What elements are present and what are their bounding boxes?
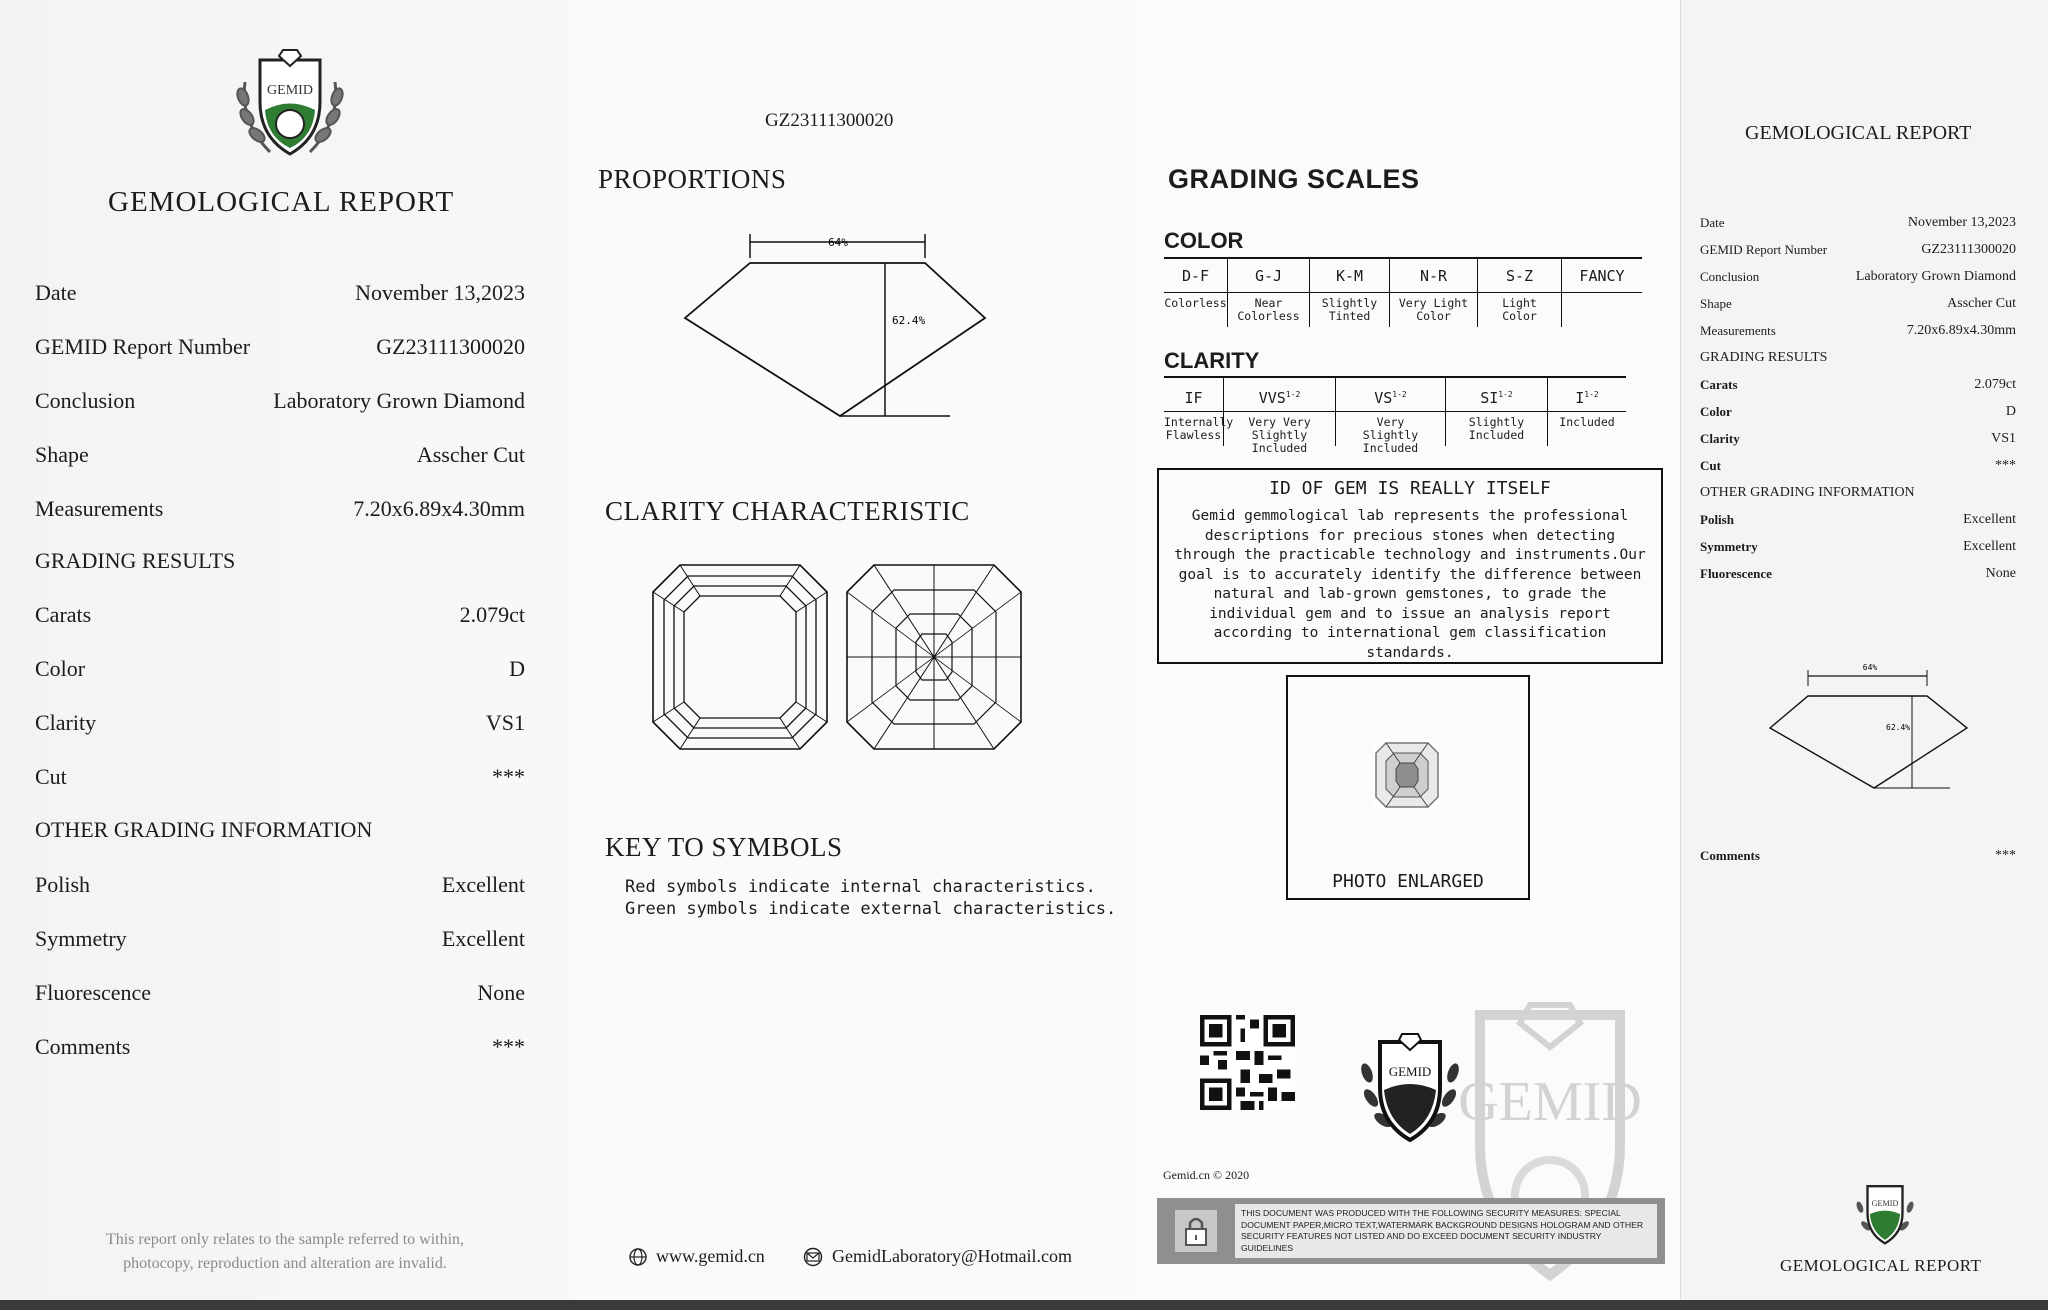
detail-value: GZ23111300020: [376, 334, 525, 359]
color-scale-label: COLOR: [1164, 228, 1244, 253]
clarity-grade: $I^{1-2}$: [1548, 378, 1626, 412]
gemid-logo-icon: [225, 42, 355, 172]
back-comments-row: [1700, 848, 2016, 864]
detail-label: Shape: [35, 442, 89, 467]
back-grading-heading: GRADING RESULTS: [1700, 350, 1828, 365]
back-detail-row: [1700, 269, 2016, 285]
color-grade-cell: [1228, 259, 1310, 327]
svg-text:GEMID: GEMID: [1458, 1071, 1642, 1133]
clarity-grade: VS$^{1-2}$: [1336, 378, 1445, 412]
clarity-grade: SI$^{1-2}$: [1446, 378, 1547, 412]
grading-value: D: [509, 656, 525, 681]
security-strip: [1157, 1198, 1665, 1264]
svg-text:GEMID: GEMID: [1871, 1199, 1899, 1208]
pavilion-view-diagram: [844, 562, 1024, 752]
back-other-label: Fluorescence: [1700, 566, 1772, 581]
qr-code-icon[interactable]: [1200, 1015, 1295, 1110]
report-back-panel: [1680, 0, 2048, 1300]
back-grading-value: VS1: [1991, 431, 2016, 446]
crown-view-diagram: [650, 562, 830, 752]
back-other-value: Excellent: [1963, 539, 2016, 554]
website-link[interactable]: www.gemid.cn: [656, 1246, 765, 1266]
back-grading-row: [1700, 458, 2016, 474]
color-grade: K-M: [1310, 259, 1389, 293]
detail-row: [35, 334, 525, 360]
other-grading-value: Excellent: [441, 872, 525, 897]
back-depth-percent: 62.4%: [1886, 723, 1911, 732]
back-grading-label: Clarity: [1700, 431, 1740, 446]
mail-icon: [802, 1247, 824, 1267]
back-detail-value: Laboratory Grown Diamond: [1855, 269, 2016, 284]
back-detail-row: [1700, 215, 2016, 231]
detail-label: GEMID Report Number: [35, 334, 251, 359]
other-grading-row: [35, 872, 525, 898]
clarity-scale-label: CLARITY: [1164, 348, 1260, 373]
back-table-percent: 64%: [1862, 663, 1878, 672]
other-grading-label: Polish: [35, 872, 91, 897]
proportions-diagram: [670, 228, 1000, 428]
email-link[interactable]: GemidLaboratory@Hotmail.com: [832, 1246, 1073, 1266]
back-gemid-logo-icon: [1852, 1178, 1918, 1248]
grading-value: VS1: [485, 710, 525, 735]
color-scale: [1164, 257, 1642, 327]
back-grading-value: ***: [1995, 458, 2016, 473]
back-grading-row: [1700, 377, 2016, 393]
depth-percent-label: 62.4%: [892, 314, 926, 327]
color-grade: S-Z: [1478, 259, 1561, 293]
back-detail-value: Asscher Cut: [1947, 296, 2016, 311]
detail-value: November 13,2023: [355, 280, 525, 305]
grading-label: Clarity: [35, 710, 97, 735]
back-grading-row: [1700, 404, 2016, 420]
back-other-row: [1700, 566, 2016, 582]
report-title: GEMOLOGICAL REPORT: [108, 186, 455, 218]
detail-value: 7.20x6.89x4.30mm: [353, 496, 525, 521]
back-grading-value: 2.079ct: [1974, 377, 2016, 392]
back-grading-value: D: [2005, 404, 2016, 419]
detail-label: Date: [35, 280, 77, 305]
back-other-value: Excellent: [1963, 512, 2016, 527]
back-grading-label: Color: [1700, 404, 1732, 419]
security-statement: THIS DOCUMENT WAS PRODUCED WITH THE FOLLOWING SECURITY MEASURES: SPECIAL DOCUMENT PAPER,MICRO TEXT,WATERMARK BACKGROUND DESIGNS HOLOGRAM AND OTHER SECURITY FEATURES NOT LISTED AND DO EXCEED DOCUMENT SECURITY INDUSTRY GUIDELINES: [1235, 1204, 1657, 1258]
clarity-grade-desc: Slightly Included: [1468, 415, 1525, 442]
back-detail-value: 7.20x6.89x4.30mm: [1906, 323, 2016, 338]
grading-row: [35, 764, 525, 790]
back-detail-value: November 13,2023: [1907, 215, 2016, 230]
other-grading-label: Fluorescence: [35, 980, 152, 1005]
about-gemid-box: [1157, 468, 1663, 664]
back-footer-title: GEMOLOGICAL REPORT: [1780, 1256, 1982, 1275]
globe-icon: [628, 1247, 648, 1267]
back-grading-row: [1700, 431, 2016, 447]
grading-label: Cut: [35, 764, 67, 789]
color-grade-desc: Colorless: [1164, 296, 1227, 310]
color-grade-desc: Near Colorless: [1237, 296, 1300, 323]
clarity-grade-desc: Very Slightly Included: [1362, 415, 1419, 455]
back-other-row: [1700, 539, 2016, 555]
other-grading-row: [35, 926, 525, 952]
other-grading-label: Symmetry: [35, 926, 127, 951]
back-other-label: Polish: [1700, 512, 1734, 527]
clarity-grade-desc: Internally Flawless: [1164, 415, 1234, 442]
website-contact[interactable]: [628, 1246, 765, 1267]
color-grade-cell: [1478, 259, 1562, 327]
report-number: GZ23111300020: [765, 110, 894, 131]
detail-value: Laboratory Grown Diamond: [273, 388, 525, 413]
back-other-value: None: [1985, 566, 2016, 581]
back-other-label: Symmetry: [1700, 539, 1758, 554]
detail-row: [35, 388, 525, 414]
about-gemid-text: Gemid gemmological lab represents the professional descriptions for precious stones when detecting through the practicable technology and instruments.Our goal is to accurately identify the difference between natural and lab-grown gemstones, to grade the individual gem and to issue an analysis report according to international gem classification standards.: [1174, 508, 1646, 661]
lock-icon: [1175, 1210, 1217, 1252]
grading-value: ***: [492, 764, 525, 789]
clarity-grade-desc: Included: [1559, 415, 1615, 429]
back-grading-label: Carats: [1700, 377, 1738, 392]
back-report-title: GEMOLOGICAL REPORT: [1745, 122, 1972, 144]
color-grade: D-F: [1164, 259, 1227, 293]
diamond-photo: [1372, 739, 1442, 811]
color-grade-desc: Very Light Color: [1398, 296, 1469, 323]
back-other-row: [1700, 512, 2016, 528]
clarity-grade: VVS$^{1-2}$: [1224, 378, 1335, 412]
detail-value: Asscher Cut: [416, 442, 525, 467]
clarity-characteristic-heading: CLARITY CHARACTERISTIC: [605, 496, 970, 526]
back-proportions-diagram: [1762, 660, 1972, 792]
color-grade-desc: [1562, 293, 1642, 327]
table-percent-label: 64%: [828, 236, 848, 249]
color-grade-cell: [1310, 259, 1390, 327]
grading-row: [35, 602, 525, 628]
detail-label: Measurements: [35, 496, 164, 521]
back-detail-label: Shape: [1700, 296, 1732, 311]
color-grade: FANCY: [1562, 259, 1642, 293]
other-grading-row: [35, 980, 525, 1006]
clarity-scale: [1164, 376, 1626, 455]
other-grading-row: [35, 1034, 525, 1060]
about-gemid-title: ID OF GEM IS REALLY ITSELF: [1269, 478, 1551, 499]
clarity-grade-cell: [1224, 378, 1336, 455]
svg-text:GEMID: GEMID: [267, 83, 313, 98]
other-grading-value: Excellent: [441, 926, 525, 951]
grading-label: Color: [35, 656, 86, 681]
detail-label: Conclusion: [35, 388, 136, 413]
detail-row: [35, 442, 525, 468]
color-grade-cell: [1164, 259, 1228, 327]
email-contact[interactable]: [802, 1246, 1072, 1267]
back-detail-label: GEMID Report Number: [1700, 242, 1828, 257]
back-detail-row: [1700, 323, 2016, 339]
back-detail-label: Date: [1700, 215, 1725, 230]
copyright-text: Gemid.cn © 2020: [1163, 1168, 1250, 1182]
back-detail-row: [1700, 242, 2016, 258]
clarity-grade-desc: Very Very Slightly Included: [1248, 415, 1311, 455]
clarity-grade-cell: [1336, 378, 1446, 455]
grading-row: [35, 656, 525, 682]
grading-label: Carats: [35, 602, 92, 627]
other-grading-heading: OTHER GRADING INFORMATION: [35, 817, 373, 842]
key-to-symbols-text: Red symbols indicate internal characteristics. Green symbols indicate external characteristics.: [625, 877, 1117, 919]
back-comments-label: Comments: [1700, 848, 1760, 863]
other-grading-value: None: [477, 980, 525, 1005]
disclaimer-footnote: This report only relates to the sample referred to within, photocopy, reproduction and alteration are invalid.: [105, 1231, 465, 1272]
detail-row: [35, 280, 525, 306]
grading-value: 2.079ct: [459, 602, 525, 627]
gemid-seal-logo: [1355, 1028, 1465, 1148]
color-grade-cell: [1562, 259, 1642, 327]
back-other-heading: OTHER GRADING INFORMATION: [1700, 485, 1915, 500]
back-comments-value: ***: [1995, 848, 2016, 863]
color-grade-cell: [1390, 259, 1478, 327]
grading-row: [35, 710, 525, 736]
photo-caption: PHOTO ENLARGED: [1332, 871, 1484, 892]
key-to-symbols-heading: KEY TO SYMBOLS: [605, 832, 843, 862]
report-front-panel: [0, 0, 570, 1300]
clarity-grade: IF: [1164, 378, 1223, 412]
color-grade: G-J: [1228, 259, 1309, 293]
grading-results-heading: GRADING RESULTS: [35, 548, 236, 573]
other-grading-value: ***: [492, 1034, 525, 1059]
color-grade-desc: Light Color: [1502, 296, 1537, 323]
svg-text:GEMID: GEMID: [1388, 1064, 1432, 1079]
color-grade: N-R: [1390, 259, 1477, 293]
clarity-grade-cell: [1548, 378, 1626, 446]
back-detail-label: Conclusion: [1700, 269, 1760, 284]
grading-scales-heading: GRADING SCALES: [1168, 164, 1420, 194]
back-grading-label: Cut: [1700, 458, 1721, 473]
diamond-photo-box: [1286, 675, 1530, 900]
back-detail-row: [1700, 296, 2016, 312]
color-grade-desc: Slightly Tinted: [1321, 296, 1378, 323]
back-detail-value: GZ23111300020: [1921, 242, 2016, 257]
back-detail-label: Measurements: [1700, 323, 1776, 338]
detail-row: [35, 496, 525, 522]
proportions-heading: PROPORTIONS: [598, 164, 787, 194]
clarity-grade-cell: [1446, 378, 1548, 446]
other-grading-label: Comments: [35, 1034, 131, 1059]
clarity-grade-cell: [1164, 378, 1234, 446]
